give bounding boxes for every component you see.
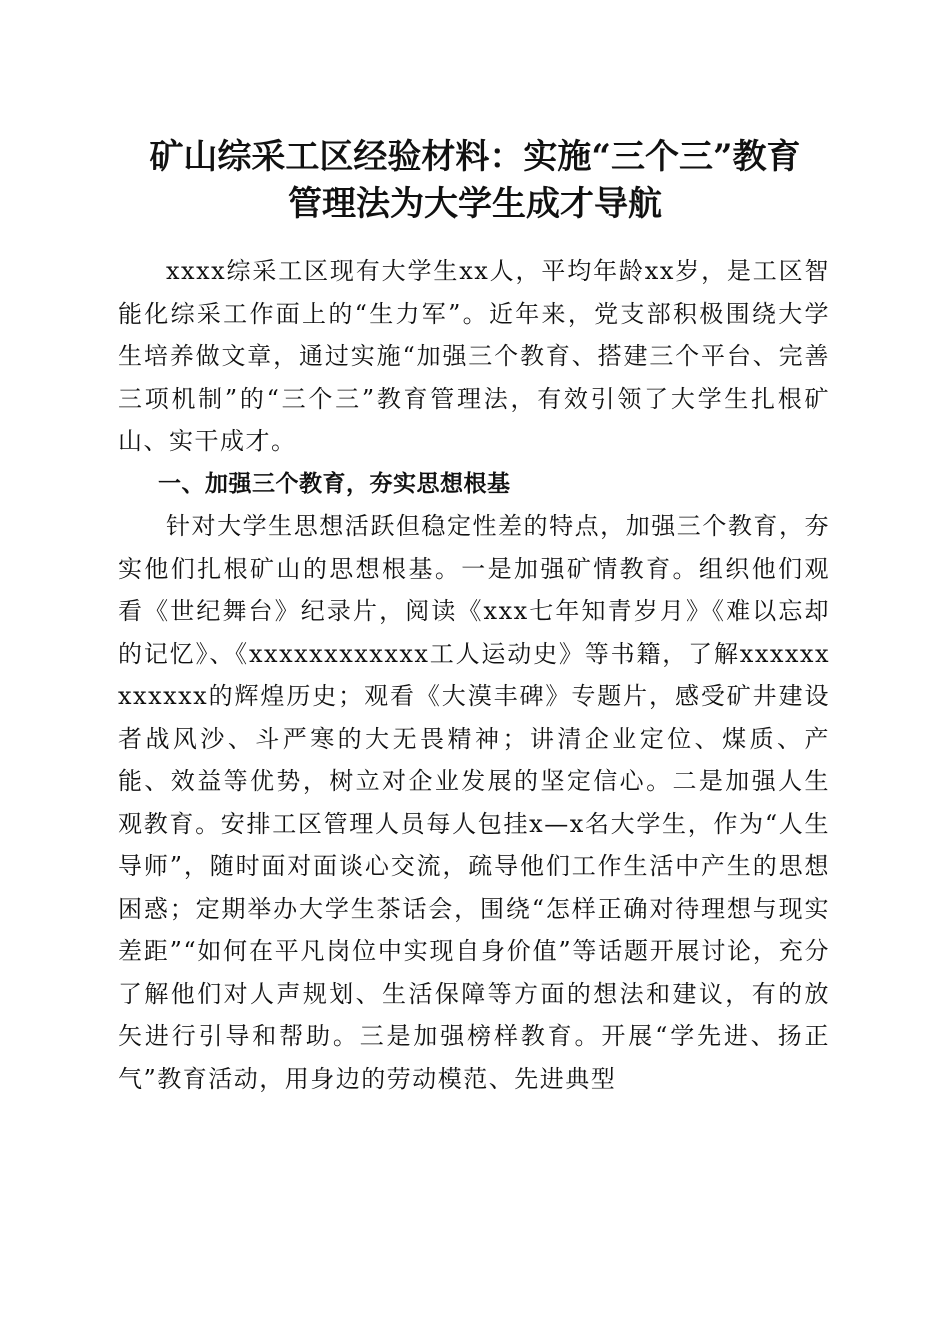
document-title [100,134,850,228]
section-1-heading: 一、加强三个教育，夯实思想根基 [158,470,511,497]
intro-paragraph: xxxx综采工区现有大学生xx人，平均年龄xx岁，是工区智能化综采工作面上的“生力军”。近年来，党支部积极围绕大学生培养做文章，通过实施“加强三个教育、搭建三个平台、完善三项机制”的“三个三”教育管理法，有效引领了大学生扎根矿山、实干成才。 [118,257,830,455]
section-1-paragraph: 针对大学生思想活跃但稳定性差的特点，加强三个教育，夯实他们扎根矿山的思想根基。一是加强矿情教育。组织他们观看《世纪舞台》纪录片，阅读《xxx七年知青岁月》《难以忘却的记忆》、《xxxxxxxxxxxx工人运动史》等书籍，了解xxxxxxxxxxxx的辉煌历史；观看《大漠丰碑》专题片，感受矿井建设者战风沙、斗严寒的大无畏精神；讲清企业定位、煤质、产能、效益等优势，树立对企业发展的坚定信心。二是加强人生观教育。安排工区管理人员每人包挂x—x名大学生，作为“人生导师”，随时面对面谈心交流，疏导他们工作生活中产生的思想困惑；定期举办大学生茶话会，围绕“怎样正确对待理想与现实差距”“如何在平凡岗位中实现自身价值”等话题开展讨论，充分了解他们对人声规划、生活保障等方面的想法和建议，有的放矢进行引导和帮助。三是加强榜样教育。开展“学先进、扬正气”教育活动，用身边的劳动模范、先进典型 [118,512,830,1093]
document-body [118,250,830,1100]
document-title-line-1: 矿山综采工区经验材料：实施“三个三”教育 [149,137,801,177]
document-title-line-2: 管理法为大学生成才导航 [288,184,662,224]
